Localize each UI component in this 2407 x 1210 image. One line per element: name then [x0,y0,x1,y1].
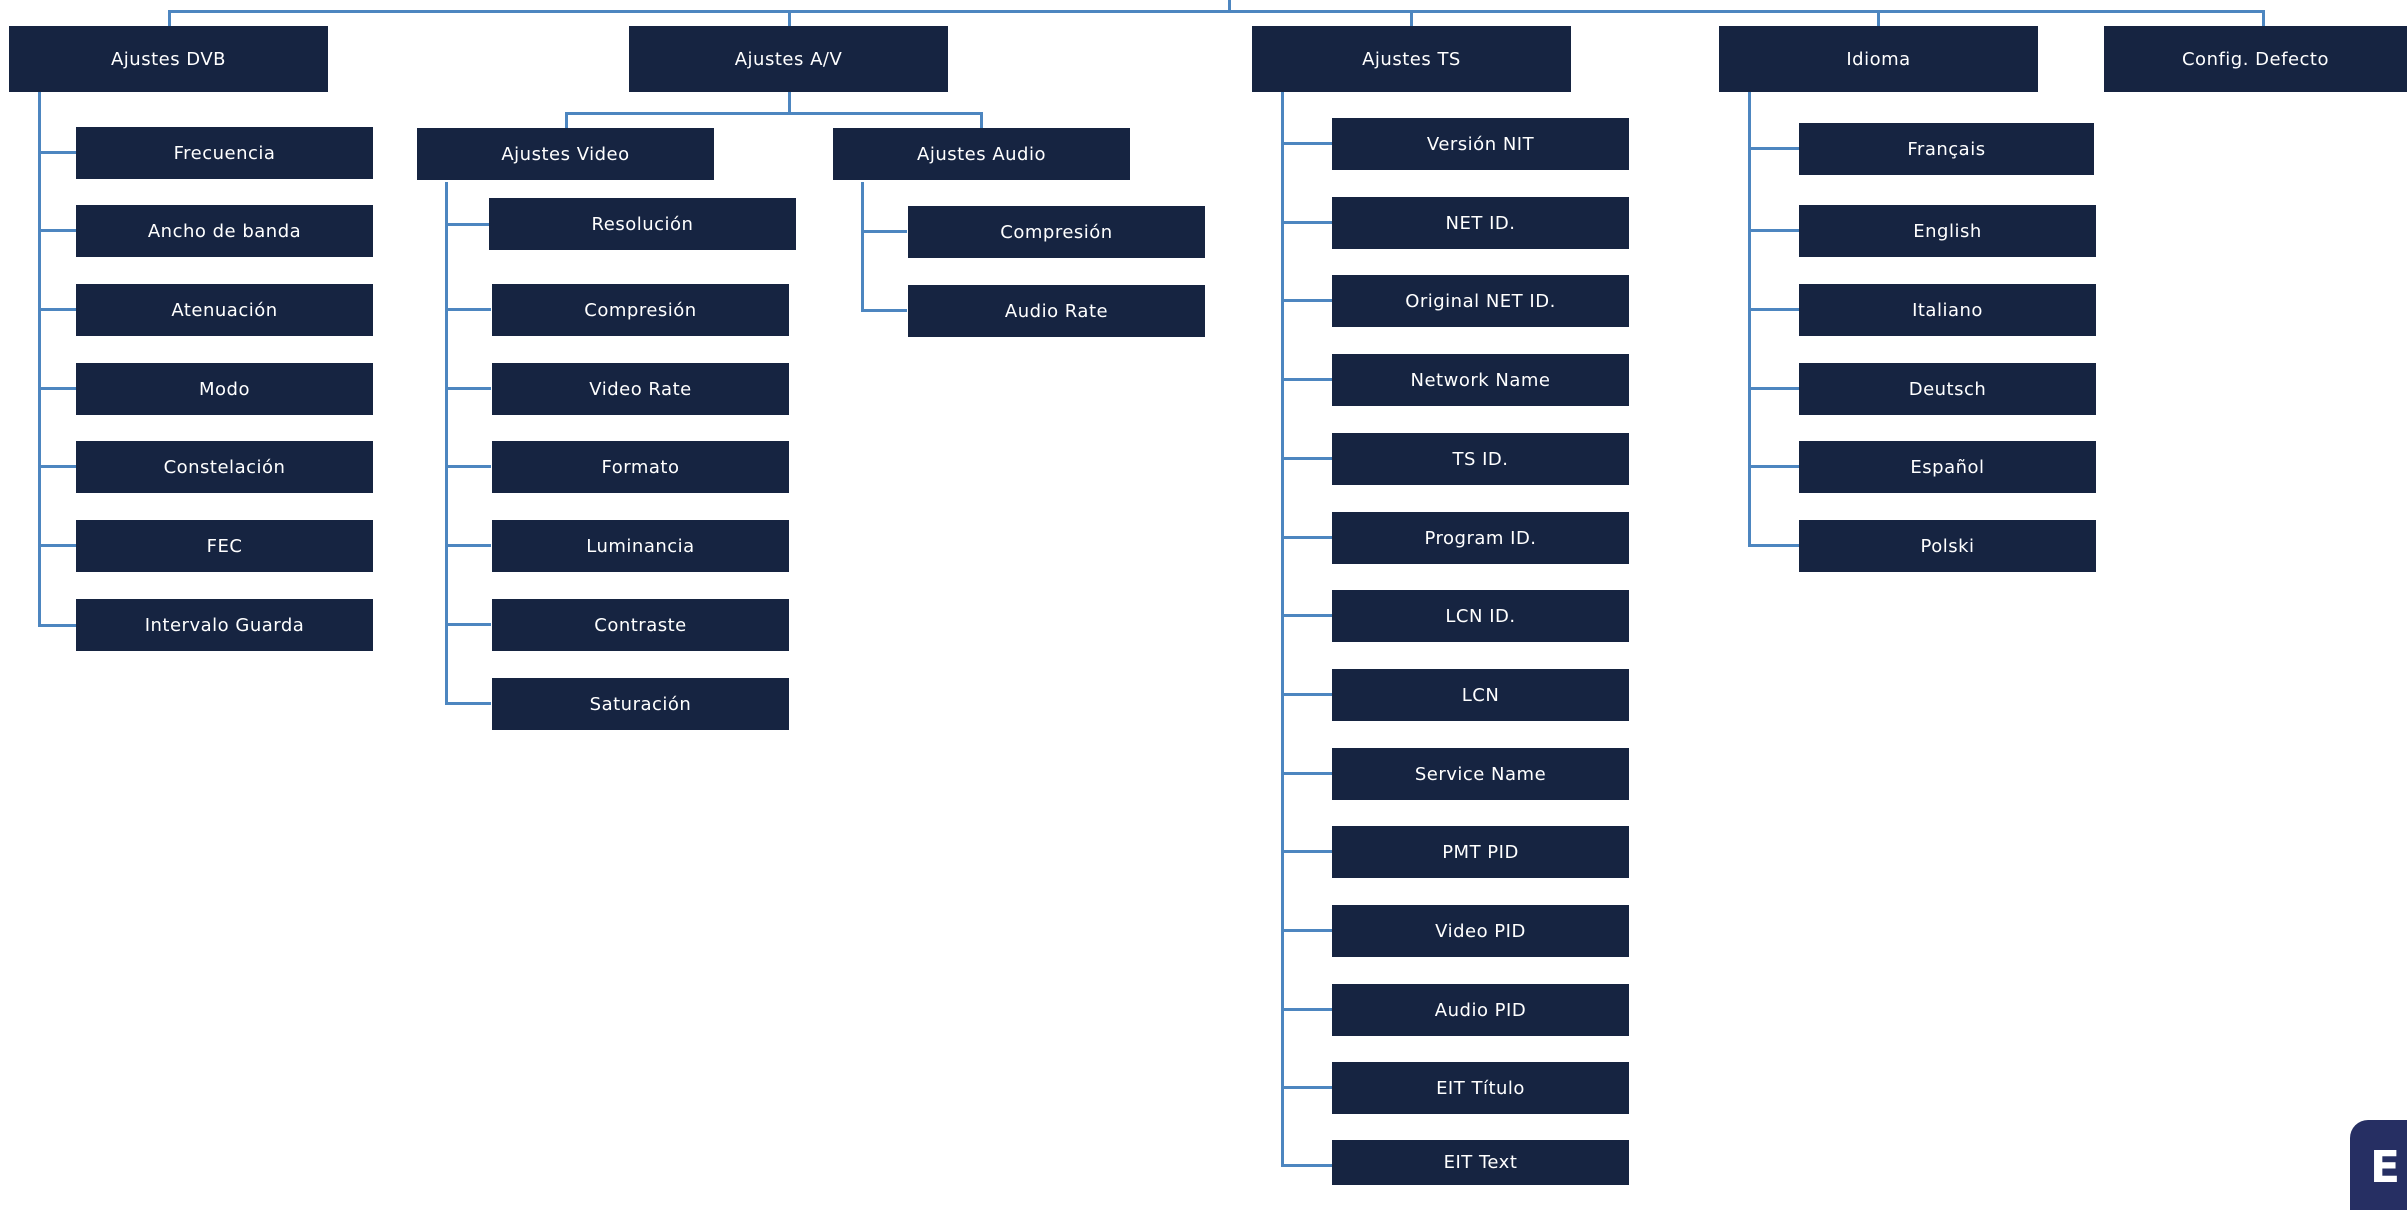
top-drop-idioma [1877,10,1880,26]
audio-branch [861,309,907,312]
dvb-branch [38,308,76,311]
idioma-branch [1748,229,1799,232]
menu-ajustes-av: Ajustes A/V [629,26,948,92]
ts-item-audio-pid: Audio PID [1332,984,1629,1036]
video-trunk [445,182,448,705]
av-drop-video [565,112,568,128]
dvb-item-frecuencia: Frecuencia [76,127,373,179]
idioma-branch [1748,544,1799,547]
top-drop-av [788,10,791,26]
av-split [565,112,983,115]
idioma-branch [1748,465,1799,468]
audio-trunk [861,182,864,312]
ts-item-lcn-id: LCN ID. [1332,590,1629,642]
ts-item-network-name: Network Name [1332,354,1629,406]
video-branch [445,387,491,390]
video-item-luminancia: Luminancia [492,520,789,572]
ts-branch [1281,221,1332,224]
dvb-branch [38,229,76,232]
av-submenu-audio: Ajustes Audio [833,128,1130,180]
ts-branch [1281,929,1332,932]
top-connector-stub [1228,0,1231,10]
dvb-branch [38,624,76,627]
ts-item-ts-id: TS ID. [1332,433,1629,485]
ts-item-program-id: Program ID. [1332,512,1629,564]
ts-item-video-pid: Video PID [1332,905,1629,957]
video-branch [445,544,491,547]
ts-item-pmt-pid: PMT PID [1332,826,1629,878]
video-branch [445,223,491,226]
ts-item-service-name: Service Name [1332,748,1629,800]
dvb-branch [38,465,76,468]
menu-config-defecto: Config. Defecto [2104,26,2407,92]
video-item-saturacion: Saturación [492,678,789,730]
menu-ajustes-ts: Ajustes TS [1252,26,1571,92]
ts-branch [1281,1086,1332,1089]
ts-branch [1281,614,1332,617]
av-submenu-video: Ajustes Video [417,128,714,180]
ts-item-version-nit: Versión NIT [1332,118,1629,170]
dvb-branch [38,151,76,154]
ts-branch [1281,378,1332,381]
video-branch [445,702,491,705]
corner-tab-letter: E [2370,1142,2401,1193]
dvb-item-fec: FEC [76,520,373,572]
dvb-item-atenuacion: Atenuación [76,284,373,336]
audio-branch [861,230,907,233]
dvb-item-constelacion: Constelación [76,441,373,493]
ts-trunk [1281,92,1284,1167]
top-drop-dvb [168,10,171,26]
ts-item-eit-titulo: EIT Título [1332,1062,1629,1114]
idioma-branch [1748,147,1799,150]
video-item-resolucion: Resolución [489,198,796,250]
dvb-branch [38,544,76,547]
ts-branch [1281,299,1332,302]
video-item-compresion: Compresión [492,284,789,336]
ts-branch [1281,142,1332,145]
ts-branch [1281,457,1332,460]
ts-item-original-net-id: Original NET ID. [1332,275,1629,327]
idioma-trunk [1748,92,1751,547]
ts-branch [1281,772,1332,775]
ts-branch [1281,536,1332,539]
ts-item-lcn: LCN [1332,669,1629,721]
menu-idioma: Idioma [1719,26,2038,92]
idioma-item-italiano: Italiano [1799,284,2096,336]
dvb-item-intervalo-guarda: Intervalo Guarda [76,599,373,651]
audio-item-compresion: Compresión [908,206,1205,258]
video-branch [445,308,491,311]
ts-item-eit-text: EIT Text [1332,1140,1629,1185]
idioma-branch [1748,387,1799,390]
idioma-item-english: English [1799,205,2096,257]
ts-item-net-id: NET ID. [1332,197,1629,249]
video-branch [445,465,491,468]
video-item-video-rate: Video Rate [492,363,789,415]
ts-branch [1281,693,1332,696]
top-drop-ts [1410,10,1413,26]
av-drop-audio [980,112,983,128]
ts-branch [1281,1008,1332,1011]
top-drop-config [2262,10,2265,26]
idioma-item-polski: Polski [1799,520,2096,572]
corner-tab [2350,1120,2407,1210]
idioma-item-espanol: Español [1799,441,2096,493]
menu-ajustes-dvb: Ajustes DVB [9,26,328,92]
ts-branch [1281,1164,1332,1167]
dvb-item-ancho-de-banda: Ancho de banda [76,205,373,257]
av-stub [788,92,791,113]
ts-branch [1281,850,1332,853]
dvb-item-modo: Modo [76,363,373,415]
video-item-formato: Formato [492,441,789,493]
audio-item-audio-rate: Audio Rate [908,285,1205,337]
dvb-branch [38,387,76,390]
video-item-contraste: Contraste [492,599,789,651]
idioma-item-deutsch: Deutsch [1799,363,2096,415]
top-horizontal-connector [168,10,2265,13]
idioma-item-francais: Français [1799,123,2094,175]
video-branch [445,623,491,626]
idioma-branch [1748,308,1799,311]
